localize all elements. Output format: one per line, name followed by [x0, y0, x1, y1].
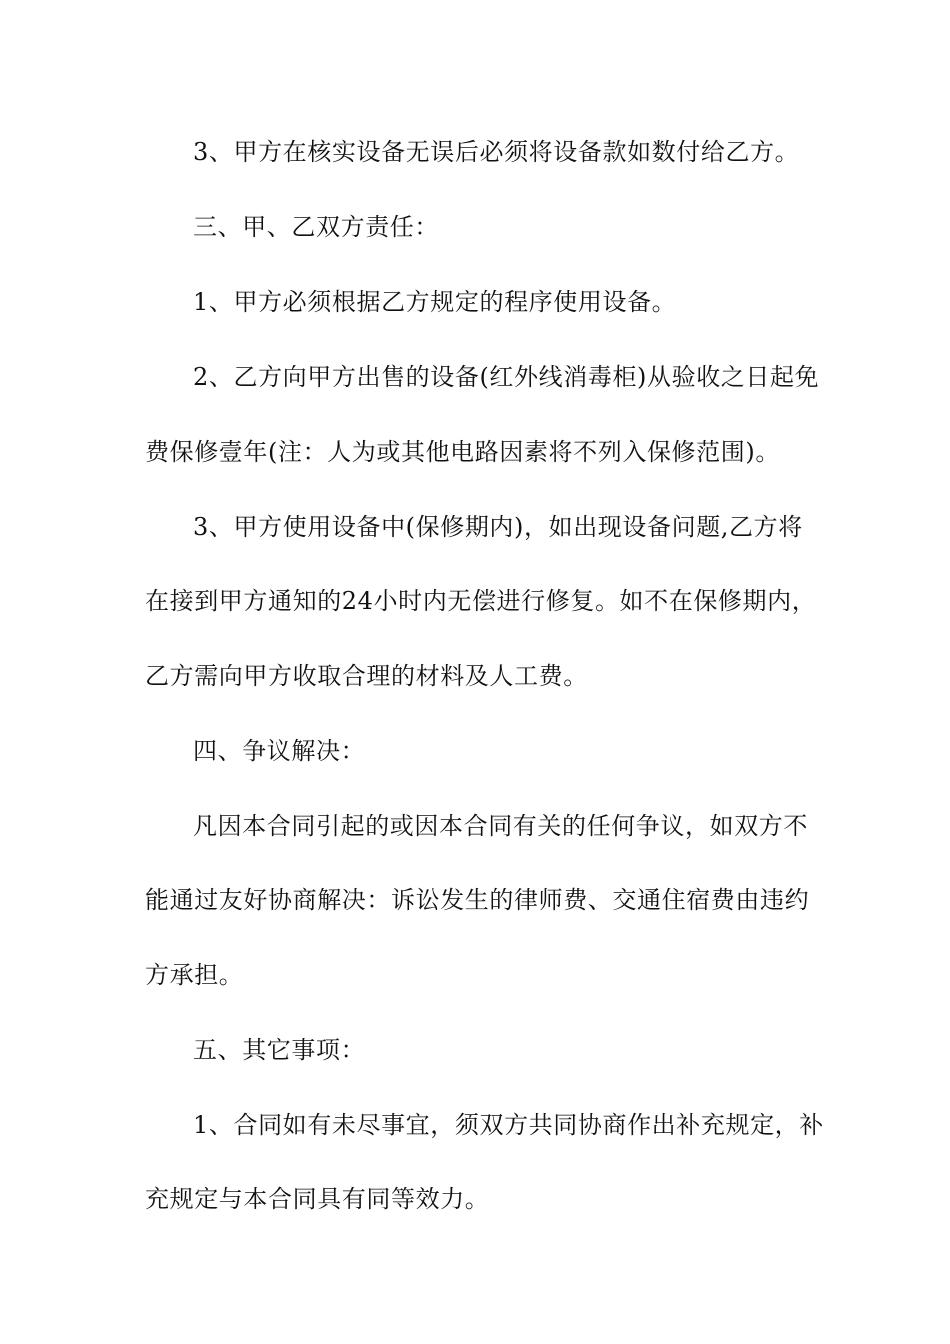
section-3-heading: 三、甲、乙双方责任： — [193, 213, 439, 241]
dispute-paragraph-line-1: 凡因本合同引起的或因本合同有关的任何争议，如双方不 — [193, 812, 808, 840]
responsibility-1: 1、甲方必须根据乙方规定的程序使用设备。 — [193, 288, 677, 316]
other-matters-1-line-1: 1、合同如有未尽事宜，须双方共同协商作出补充规定，补 — [193, 1111, 824, 1139]
responsibility-2-line-1: 2、乙方向甲方出售的设备(红外线消毒柜)从验收之日起免 — [193, 363, 820, 391]
dispute-paragraph-line-2: 能通过友好协商解决：诉讼发生的律师费、交通住宿费由违约 — [145, 886, 810, 914]
clause-3-payment: 3、甲方在核实设备无误后必须将设备款如数付给乙方。 — [193, 138, 800, 166]
responsibility-3-line-1: 3、甲方使用设备中(保修期内)，如出现设备问题,乙方将 — [193, 513, 803, 541]
responsibility-3-line-2: 在接到甲方通知的24小时内无偿进行修复。如不在保修期内， — [145, 587, 817, 615]
dispute-paragraph-line-3: 方承担。 — [145, 961, 244, 989]
responsibility-2-line-2: 费保修壹年(注：人为或其他电路因素将不列入保修范围)。 — [145, 438, 780, 466]
responsibility-3-line-3: 乙方需向甲方收取合理的材料及人工费。 — [145, 662, 588, 690]
section-4-heading: 四、争议解决： — [193, 737, 366, 765]
other-matters-1-line-2: 充规定与本合同具有同等效力。 — [145, 1185, 490, 1213]
section-5-heading: 五、其它事项： — [193, 1036, 366, 1064]
